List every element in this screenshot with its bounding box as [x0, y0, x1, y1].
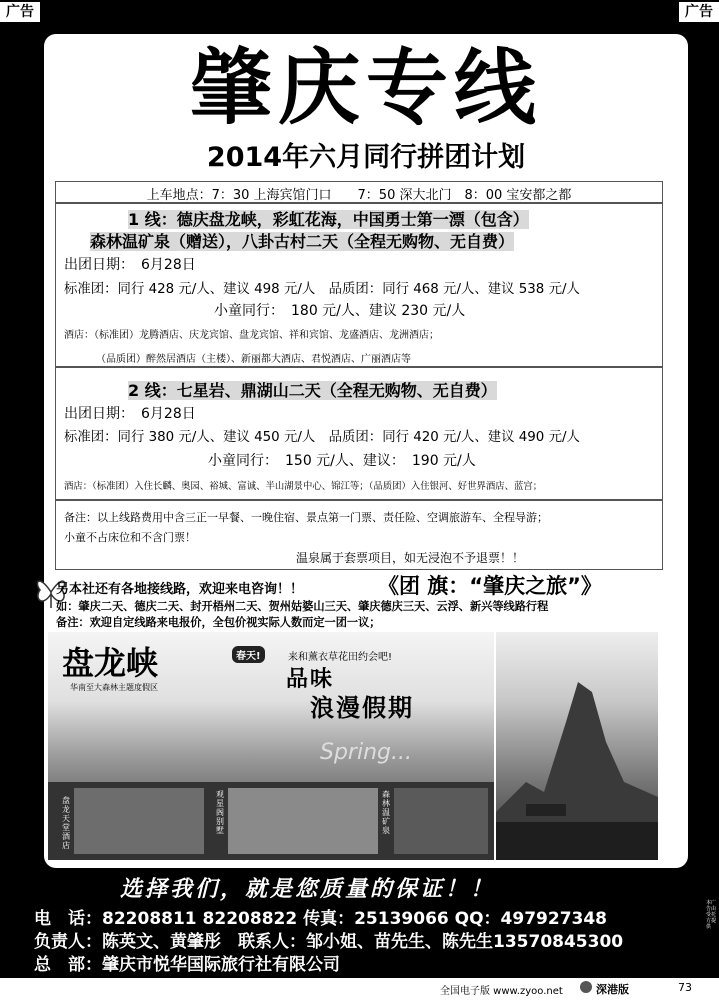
spring-thumbnail — [394, 788, 488, 854]
page-subtitle: 2014年六月同行拼团计划 — [206, 142, 526, 173]
spring-badge: 春天! — [232, 646, 265, 663]
scenery-photo — [496, 632, 658, 860]
karst-mountain-icon — [496, 632, 658, 860]
line2-hotel: 酒店：（标准团）入住长麟、奥园、裕城、富诚、半山湖景中心、锦江等；（品质团）入住银河、好世界酒店、蓝宫； — [64, 481, 543, 492]
line2-heading: 2 线：七星岩、鼎湖山二天（全程无购物、无自费） — [128, 381, 497, 400]
panlong-logo-sub: 华南至大森林主题度假区 — [70, 683, 158, 692]
promo-custom-note: 备注：欢迎自定线路来电报价，全包价视实际人数而定一团一议； — [56, 616, 381, 629]
line1-child-price: 小童同行： 180 元/人、建议 230 元/人 — [214, 303, 466, 319]
hotel-thumbnail — [74, 788, 204, 854]
caption-hotel: 盘龙天堂酒店 — [62, 796, 70, 850]
slogan-savor: 品味 — [286, 667, 335, 692]
line1-price: 标准团：同行 428 元/人、建议 498 元/人 品质团：同行 468 元/人、建议 538 元/人 — [64, 282, 580, 297]
note-a: 备注：以上线路费用中含三正一早餐、一晚住宿、景点第一门票、责任险、空调旅游车、全程导游； — [64, 511, 548, 524]
footer-headquarters: 总 部：肇庆市悦华国际旅行社有限公司 — [34, 955, 340, 975]
footer-slogan: 选择我们，就是您质量的保证！！ — [120, 877, 496, 902]
line1-hotel-standard: 酒店：（标准团）龙腾酒店、庆龙宾馆、盘龙宾馆、祥和宾馆、龙盛酒店、龙洲酒店； — [64, 330, 439, 341]
notes-box — [55, 500, 663, 570]
boarding-info: 上车地点：7：30 上海宾馆门口 7：50 深大北门 8：00 宝安都之都 — [146, 188, 572, 203]
footer-edition: 全国电子版 www.zyoo.net — [440, 986, 563, 997]
page-footer — [0, 978, 719, 1000]
line2-box — [55, 367, 663, 500]
line1-heading-a: 1 线：德庆盘龙峡，彩虹花海，中国勇士第一漂（包含） — [128, 210, 529, 229]
caption-villa: 观星阁别墅 — [216, 790, 224, 835]
footer-logo-icon — [580, 981, 592, 993]
line2-price: 标准团：同行 380 元/人、建议 450 元/人 品质团：同行 420 元/人、建议 490 元/人 — [64, 430, 580, 445]
footer-page-number: 73 — [678, 981, 692, 994]
line2-child-price: 小童同行： 150 元/人、建议： 190 元/人 — [208, 453, 476, 469]
caption-spring: 森林温矿泉 — [382, 790, 390, 835]
line1-box — [55, 203, 663, 367]
slogan-romantic-holiday: 浪漫假期 — [310, 694, 414, 722]
spring-script: Spring... — [320, 740, 412, 765]
panlong-logo: 盘龙峡 — [62, 644, 159, 682]
line1-heading-b: 森林温矿泉（赠送），八卦古村二天（全程无购物、无自费） — [90, 232, 515, 251]
footer-contact: 负责人：陈英文、黄肇彤 联系人：邹小姐、苗先生、陈先生13570845300 — [34, 932, 624, 952]
ad-label-left: 广告 — [0, 2, 40, 22]
line1-date: 出团日期： 6月28日 — [64, 257, 196, 273]
footer-phone: 电 话：82208811 82208822 传真：25139066 QQ：497927348 — [34, 909, 608, 929]
boarding-box — [55, 181, 663, 203]
side-note: 本广告由受托方提供 — [706, 900, 717, 930]
promo-photo — [48, 632, 494, 860]
line1-hotel-quality: （品质团）醉然居酒店（主楼）、新丽都大酒店、君悦酒店、广丽酒店等 — [96, 354, 411, 365]
note-c: 温泉属于套票项目，如无浸泡不予退票！！ — [296, 551, 525, 565]
promo-more-routes: 另本社还有各地接线路，欢迎来电咨询！！ — [56, 582, 304, 597]
lavender-invite: 来和薰衣草花田约会吧! — [288, 652, 393, 663]
page-title: 肇庆专线 — [189, 40, 542, 136]
note-b: 小童不占床位和不含门票！ — [64, 531, 196, 544]
footer-version: 深港版 — [596, 983, 629, 996]
villa-thumbnail — [228, 788, 378, 854]
promo-flag: 《团 旗：“肇庆之旅”》 — [378, 574, 602, 598]
line2-date: 出团日期： 6月28日 — [64, 406, 196, 422]
ad-label-right: 广告 — [679, 2, 719, 22]
promo-route-list: 如：肇庆二天、德庆二天、封开梧州二天、贺州姑婆山三天、肇庆德庆三天、云浮、新兴等线路行程 — [56, 600, 549, 613]
